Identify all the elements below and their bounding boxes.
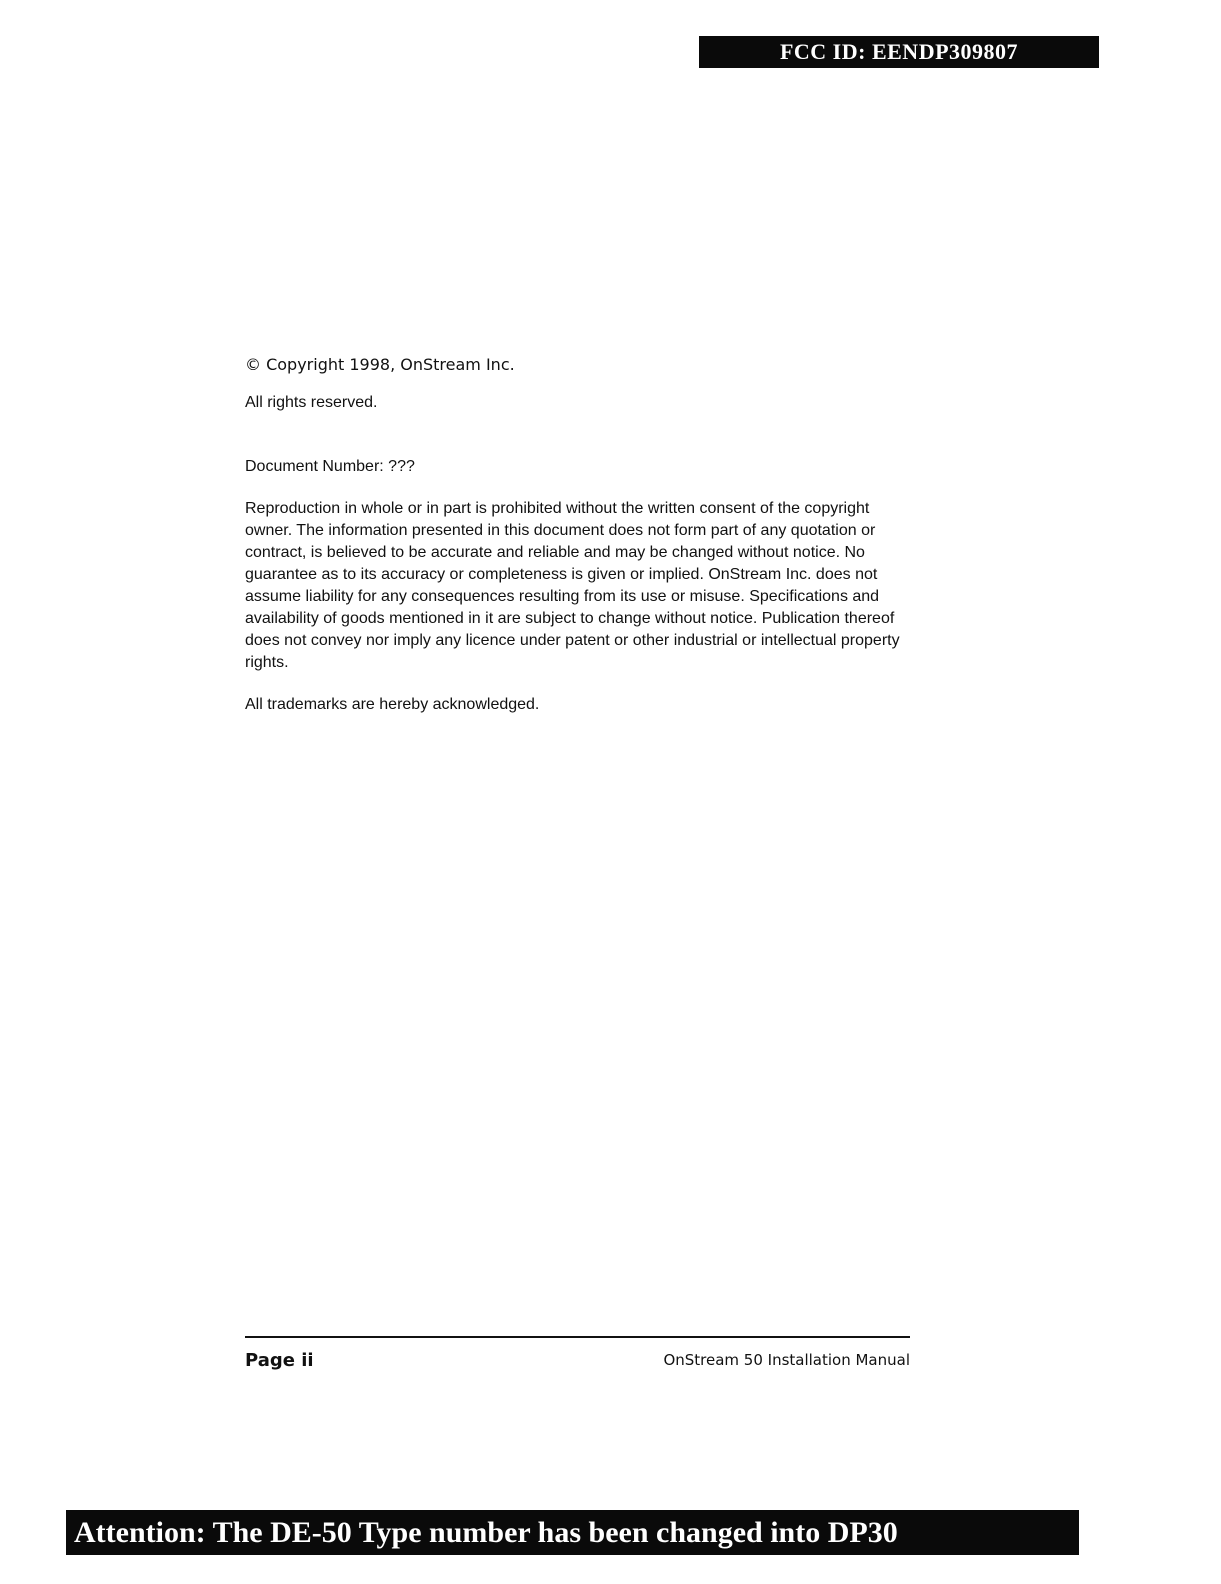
document-number: Document Number: ???: [245, 458, 415, 475]
trademarks-statement: All trademarks are hereby acknowledged.: [245, 696, 540, 713]
manual-title: OnStream 50 Installation Manual: [663, 1351, 910, 1369]
footer-divider: [245, 1336, 910, 1338]
page-number: Page ii: [245, 1350, 314, 1371]
attention-banner: Attention: The DE-50 Type number has been changed into DP30: [66, 1510, 1079, 1555]
rights-statement: All rights reserved.: [245, 394, 378, 411]
copyright-notice: © Copyright 1998, OnStream Inc.: [245, 355, 515, 374]
document-body: [245, 352, 925, 716]
fcc-id-banner: FCC ID: EENDP309807: [699, 36, 1099, 68]
reproduction-disclaimer: Reproduction in whole or in part is prohibited without the written consent of the copyright owner. The information presented in this document does not form part of any quotation or contract, is believed to be accurate and reliable and may be changed without notice. No guarantee as to its accuracy or completeness is given or implied. OnStream Inc. does not assume liability for any consequences resulting from its use or misuse. Specifications and availability of goods mentioned in it are subject to change without notice. Publication thereof does not convey nor imply any licence under patent or other industrial or intellectual property rights.: [245, 500, 900, 671]
